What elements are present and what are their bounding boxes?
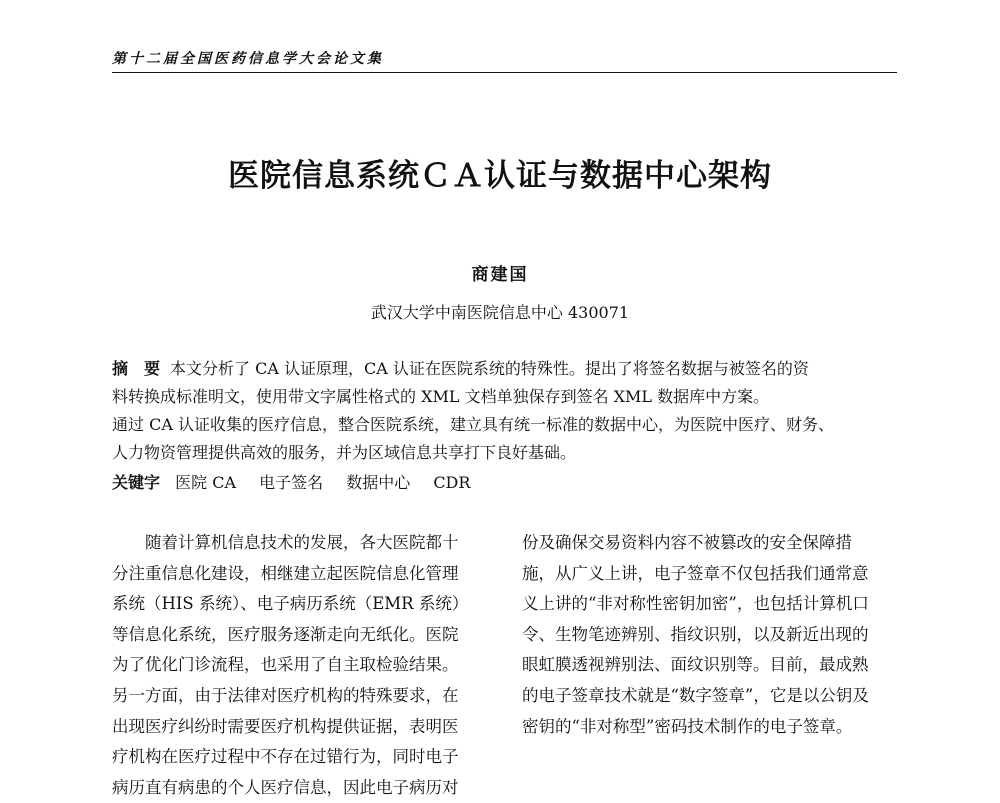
text-line: 施，从广义上讲，电子签章不仅包括我们通常意	[522, 563, 869, 583]
abstract-line: 人力物资管理提供高效的服务，并为区域信息共享打下良好基础。	[112, 443, 577, 462]
body-left-column	[112, 528, 492, 803]
keyword: CDR	[433, 473, 471, 492]
text-line: 系统（HIS 系统）、电子病历系统（EMR 系统）	[112, 594, 469, 614]
text-line: 义上讲的“非对称性密钥加密”，也包括计算机口	[522, 594, 869, 614]
abstract-label: 摘 要	[112, 359, 161, 378]
text-line: 病历直有病患的个人医疗信息，因此电子病历对	[112, 777, 459, 797]
text-line: 分注重信息化建设，相继建立起医院信息化管理	[112, 563, 459, 583]
text-line: 眼虹膜透视辨别法、面纹识别等。目前，最成熟	[522, 655, 869, 675]
header-rule	[112, 72, 897, 73]
text-line: 另一方面，由于法律对医疗机构的特殊要求，在	[112, 685, 459, 705]
text-line: 疗机构在医疗过程中不存在过错行为，同时电子	[112, 747, 459, 767]
paper-title: 医院信息系统ＣＡ认证与数据中心架构	[228, 158, 772, 194]
text-line: 密钥的“非对称型”密码技术制作的电子签章。	[522, 716, 853, 736]
keywords-line	[112, 470, 897, 493]
abstract-line: 料转换成标准明文，使用带文字属性格式的 XML 文档单独保存到签名 XML 数据库中方案。	[112, 387, 770, 406]
abstract-line	[112, 356, 897, 379]
text-line: 等信息化系统，医疗服务逐渐走向无纸化。医院	[112, 624, 459, 644]
author-affiliation: 武汉大学中南医院信息中心 430071	[370, 303, 630, 322]
keyword: 医院 CA	[175, 473, 236, 492]
text-line: 令、生物笔迹辨别、指纹识别，以及新近出现的	[522, 624, 869, 644]
body-right-column	[522, 528, 897, 742]
keyword: 电子签名	[259, 473, 324, 492]
text-line: 随着计算机信息技术的发展，各大医院都十	[112, 533, 459, 552]
abstract-line: 通过 CA 认证收集的医疗信息，整合医院系统，建立具有统一标准的数据中心，为医院中医疗、财务、	[112, 415, 834, 434]
text-line: 的电子签章技术就是“数字签章”，它是以公钥及	[522, 685, 869, 705]
keywords-label: 关键字	[112, 473, 161, 492]
keyword: 数据中心	[346, 473, 411, 492]
text-line: 出现医疗纠纷时需要医疗机构提供证据，表明医	[112, 716, 459, 736]
abstract-text: 本文分析了 CA 认证原理，CA 认证在医院系统的特殊性。提出了将签名数据与被签名的资	[170, 359, 809, 378]
author-name: 商建国	[471, 265, 529, 285]
text-line: 份及确保交易资料内容不被篡改的安全保障措	[522, 533, 852, 552]
running-header: 第十二届全国医药信息学大会论文集	[112, 51, 384, 67]
text-line: 为了优化门诊流程，也采用了自主取检验结果。	[112, 655, 459, 675]
